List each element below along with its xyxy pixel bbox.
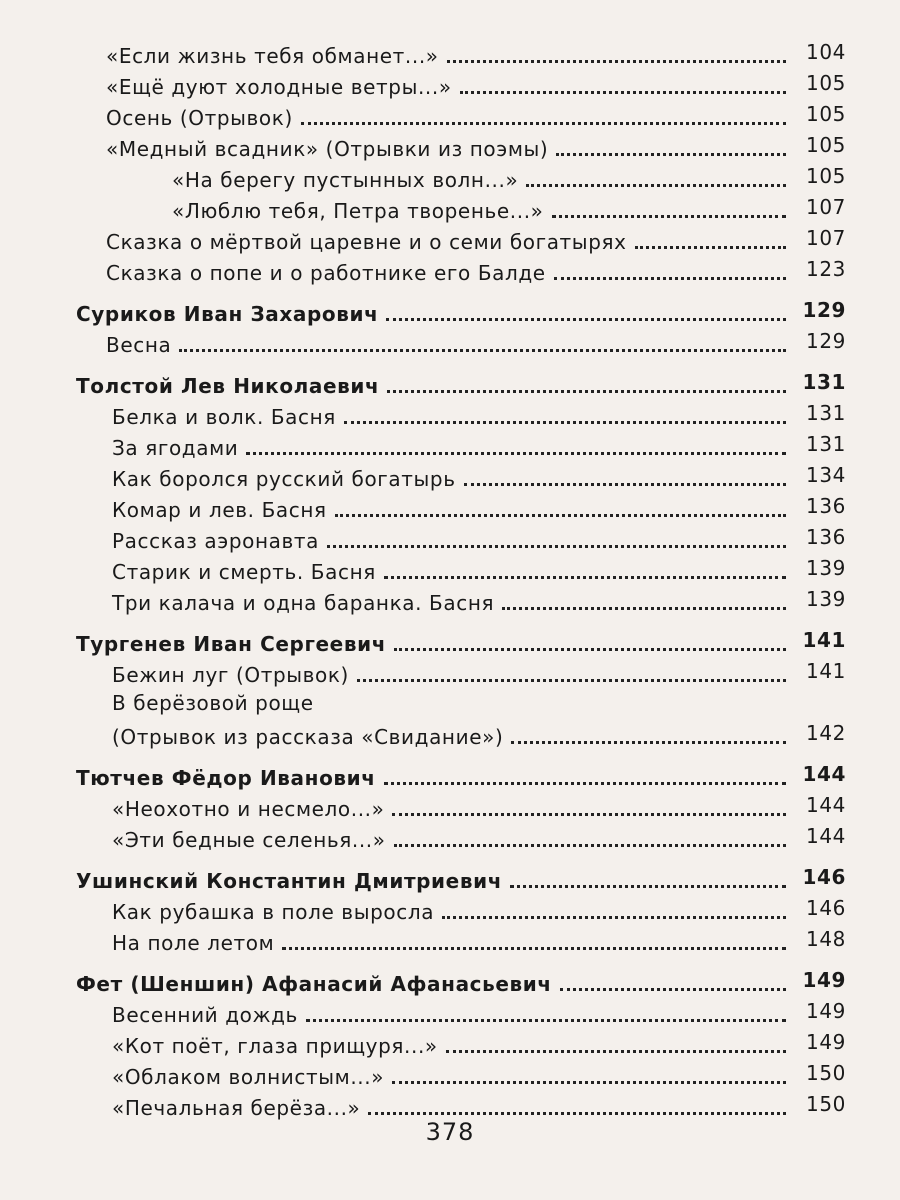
page-number: 378 — [425, 1118, 475, 1146]
toc-entry — [0, 1061, 900, 1092]
entry-title: Комар и лев. Басня — [112, 498, 327, 522]
entry-title: Весенний дождь — [112, 1003, 298, 1027]
toc-entry — [0, 257, 900, 288]
dot-leader — [306, 999, 786, 1022]
dot-leader — [301, 102, 786, 125]
dot-leader — [392, 1061, 786, 1084]
entry-page: 139 — [786, 587, 846, 611]
author-name: Тургенев Иван Сергеевич — [76, 632, 387, 656]
dot-leader — [327, 525, 786, 548]
dot-leader — [442, 896, 786, 919]
entry-title: «Если жизнь тебя обманет...» — [106, 44, 439, 68]
dot-leader — [357, 659, 786, 682]
toc-entry — [0, 329, 900, 360]
toc-entry — [0, 40, 900, 71]
dot-leader — [464, 463, 786, 486]
toc-entry — [0, 824, 900, 855]
toc-entry — [0, 401, 900, 432]
dot-leader — [368, 1092, 786, 1115]
entry-title: Рассказ аэронавта — [112, 529, 320, 553]
entry-page: 129 — [786, 329, 846, 353]
toc-subentry — [0, 164, 900, 195]
dot-leader — [384, 556, 786, 579]
entry-title: «Медный всадник» (Отрывки из поэмы) — [106, 137, 549, 161]
toc-entry — [0, 793, 900, 824]
dot-leader — [502, 587, 786, 610]
entry-page: 149 — [786, 999, 846, 1023]
entry-title: Осень (Отрывок) — [106, 106, 293, 130]
toc-entry — [0, 133, 900, 164]
entry-page: 136 — [786, 494, 846, 518]
entry-title: «Печальная берёза...» — [112, 1096, 361, 1120]
entry-page: 105 — [786, 102, 846, 126]
entry-title: Сказка о мёртвой царевне и о семи богатырях — [106, 230, 627, 254]
dot-leader — [446, 1030, 786, 1053]
dot-leader — [392, 793, 786, 816]
dot-leader — [510, 865, 786, 888]
entry-title: «На берегу пустынных волн...» — [172, 168, 519, 192]
entry-title: «Эти бедные селенья...» — [112, 828, 386, 852]
entry-page: 144 — [786, 793, 846, 817]
entry-page: 131 — [786, 401, 846, 425]
toc-entry — [0, 659, 900, 690]
toc-entry — [0, 102, 900, 133]
entry-title: Бежин луг (Отрывок) — [112, 663, 349, 687]
toc-entry — [0, 1030, 900, 1061]
author-name: Ушинский Константин Дмитриевич — [76, 869, 503, 893]
entry-title: Весна — [106, 333, 172, 357]
toc-entry — [0, 494, 900, 525]
toc-entry — [0, 432, 900, 463]
entry-page: 142 — [786, 721, 846, 745]
toc-author — [0, 628, 900, 659]
dot-leader — [246, 432, 786, 455]
toc-author — [0, 298, 900, 329]
dot-leader — [394, 824, 786, 847]
entry-title: «Ещё дуют холодные ветры...» — [106, 75, 452, 99]
entry-page: 105 — [786, 71, 846, 95]
entry-page: 131 — [786, 370, 846, 394]
toc-entry — [0, 896, 900, 927]
entry-page: 141 — [786, 659, 846, 683]
dot-leader — [552, 195, 786, 218]
dot-leader — [554, 257, 786, 280]
entry-title: «Неохотно и несмело...» — [112, 797, 385, 821]
dot-leader — [556, 133, 786, 156]
dot-leader — [179, 329, 786, 352]
toc-author — [0, 762, 900, 793]
entry-page: 148 — [786, 927, 846, 951]
entry-title: (Отрывок из рассказа «Свидание») — [112, 725, 504, 749]
toc-entry — [0, 927, 900, 958]
entry-page: 107 — [786, 195, 846, 219]
author-name: Фет (Шеншин) Афанасий Афанасьевич — [76, 972, 552, 996]
toc-entry — [0, 525, 900, 556]
entry-page: 105 — [786, 164, 846, 188]
entry-title: Белка и волк. Басня — [112, 405, 336, 429]
entry-page: 150 — [786, 1092, 846, 1116]
entry-title: Как боролся русский богатырь — [112, 467, 456, 491]
dot-leader — [282, 927, 786, 950]
entry-page: 123 — [786, 257, 846, 281]
entry-page: 107 — [786, 226, 846, 250]
dot-leader — [460, 71, 786, 94]
dot-leader — [386, 298, 786, 321]
entry-page: 144 — [786, 824, 846, 848]
dot-leader — [322, 690, 786, 710]
toc-entry — [0, 690, 900, 721]
toc-entry — [0, 71, 900, 102]
dot-leader — [560, 968, 786, 991]
entry-title: На поле летом — [112, 931, 275, 955]
entry-title: Три калача и одна баранка. Басня — [112, 591, 495, 615]
entry-page: 150 — [786, 1061, 846, 1085]
entry-page: 141 — [786, 628, 846, 652]
entry-page: 146 — [786, 865, 846, 889]
author-name: Суриков Иван Захарович — [76, 302, 379, 326]
toc-author — [0, 968, 900, 999]
toc-entry — [0, 556, 900, 587]
toc-subentry — [0, 195, 900, 226]
toc-entry — [0, 999, 900, 1030]
toc-entry — [0, 226, 900, 257]
entry-title: Старик и смерть. Басня — [112, 560, 376, 584]
dot-leader — [447, 40, 786, 63]
entry-page: 139 — [786, 556, 846, 580]
dot-leader — [387, 370, 786, 393]
toc-author — [0, 370, 900, 401]
entry-page: 146 — [786, 896, 846, 920]
toc-entry — [0, 587, 900, 618]
dot-leader — [511, 721, 786, 744]
entry-page: 131 — [786, 432, 846, 456]
dot-leader — [384, 762, 786, 785]
toc-entry — [0, 463, 900, 494]
dot-leader — [526, 164, 786, 187]
author-name: Толстой Лев Николаевич — [76, 374, 380, 398]
entry-page: 144 — [786, 762, 846, 786]
entry-page: 149 — [786, 968, 846, 992]
entry-page: 105 — [786, 133, 846, 157]
entry-title: За ягодами — [112, 436, 239, 460]
entry-title: Сказка о попе и о работнике его Балде — [106, 261, 546, 285]
table-of-contents — [0, 40, 900, 1123]
toc-author — [0, 865, 900, 896]
entry-title: Как рубашка в поле выросла — [112, 900, 435, 924]
entry-page: 134 — [786, 463, 846, 487]
toc-entry — [0, 721, 900, 752]
entry-title: «Облаком волнистым...» — [112, 1065, 385, 1089]
entry-page: 104 — [786, 40, 846, 64]
entry-page: 136 — [786, 525, 846, 549]
entry-title: В берёзовой роще — [112, 691, 314, 715]
entry-page: 129 — [786, 298, 846, 322]
author-name: Тютчев Фёдор Иванович — [76, 766, 376, 790]
dot-leader — [344, 401, 786, 424]
dot-leader — [335, 494, 786, 517]
entry-page: 149 — [786, 1030, 846, 1054]
entry-title: «Люблю тебя, Петра творенье...» — [172, 199, 544, 223]
dot-leader — [394, 628, 786, 651]
dot-leader — [635, 226, 786, 249]
entry-title: «Кот поёт, глаза прищуря...» — [112, 1034, 438, 1058]
